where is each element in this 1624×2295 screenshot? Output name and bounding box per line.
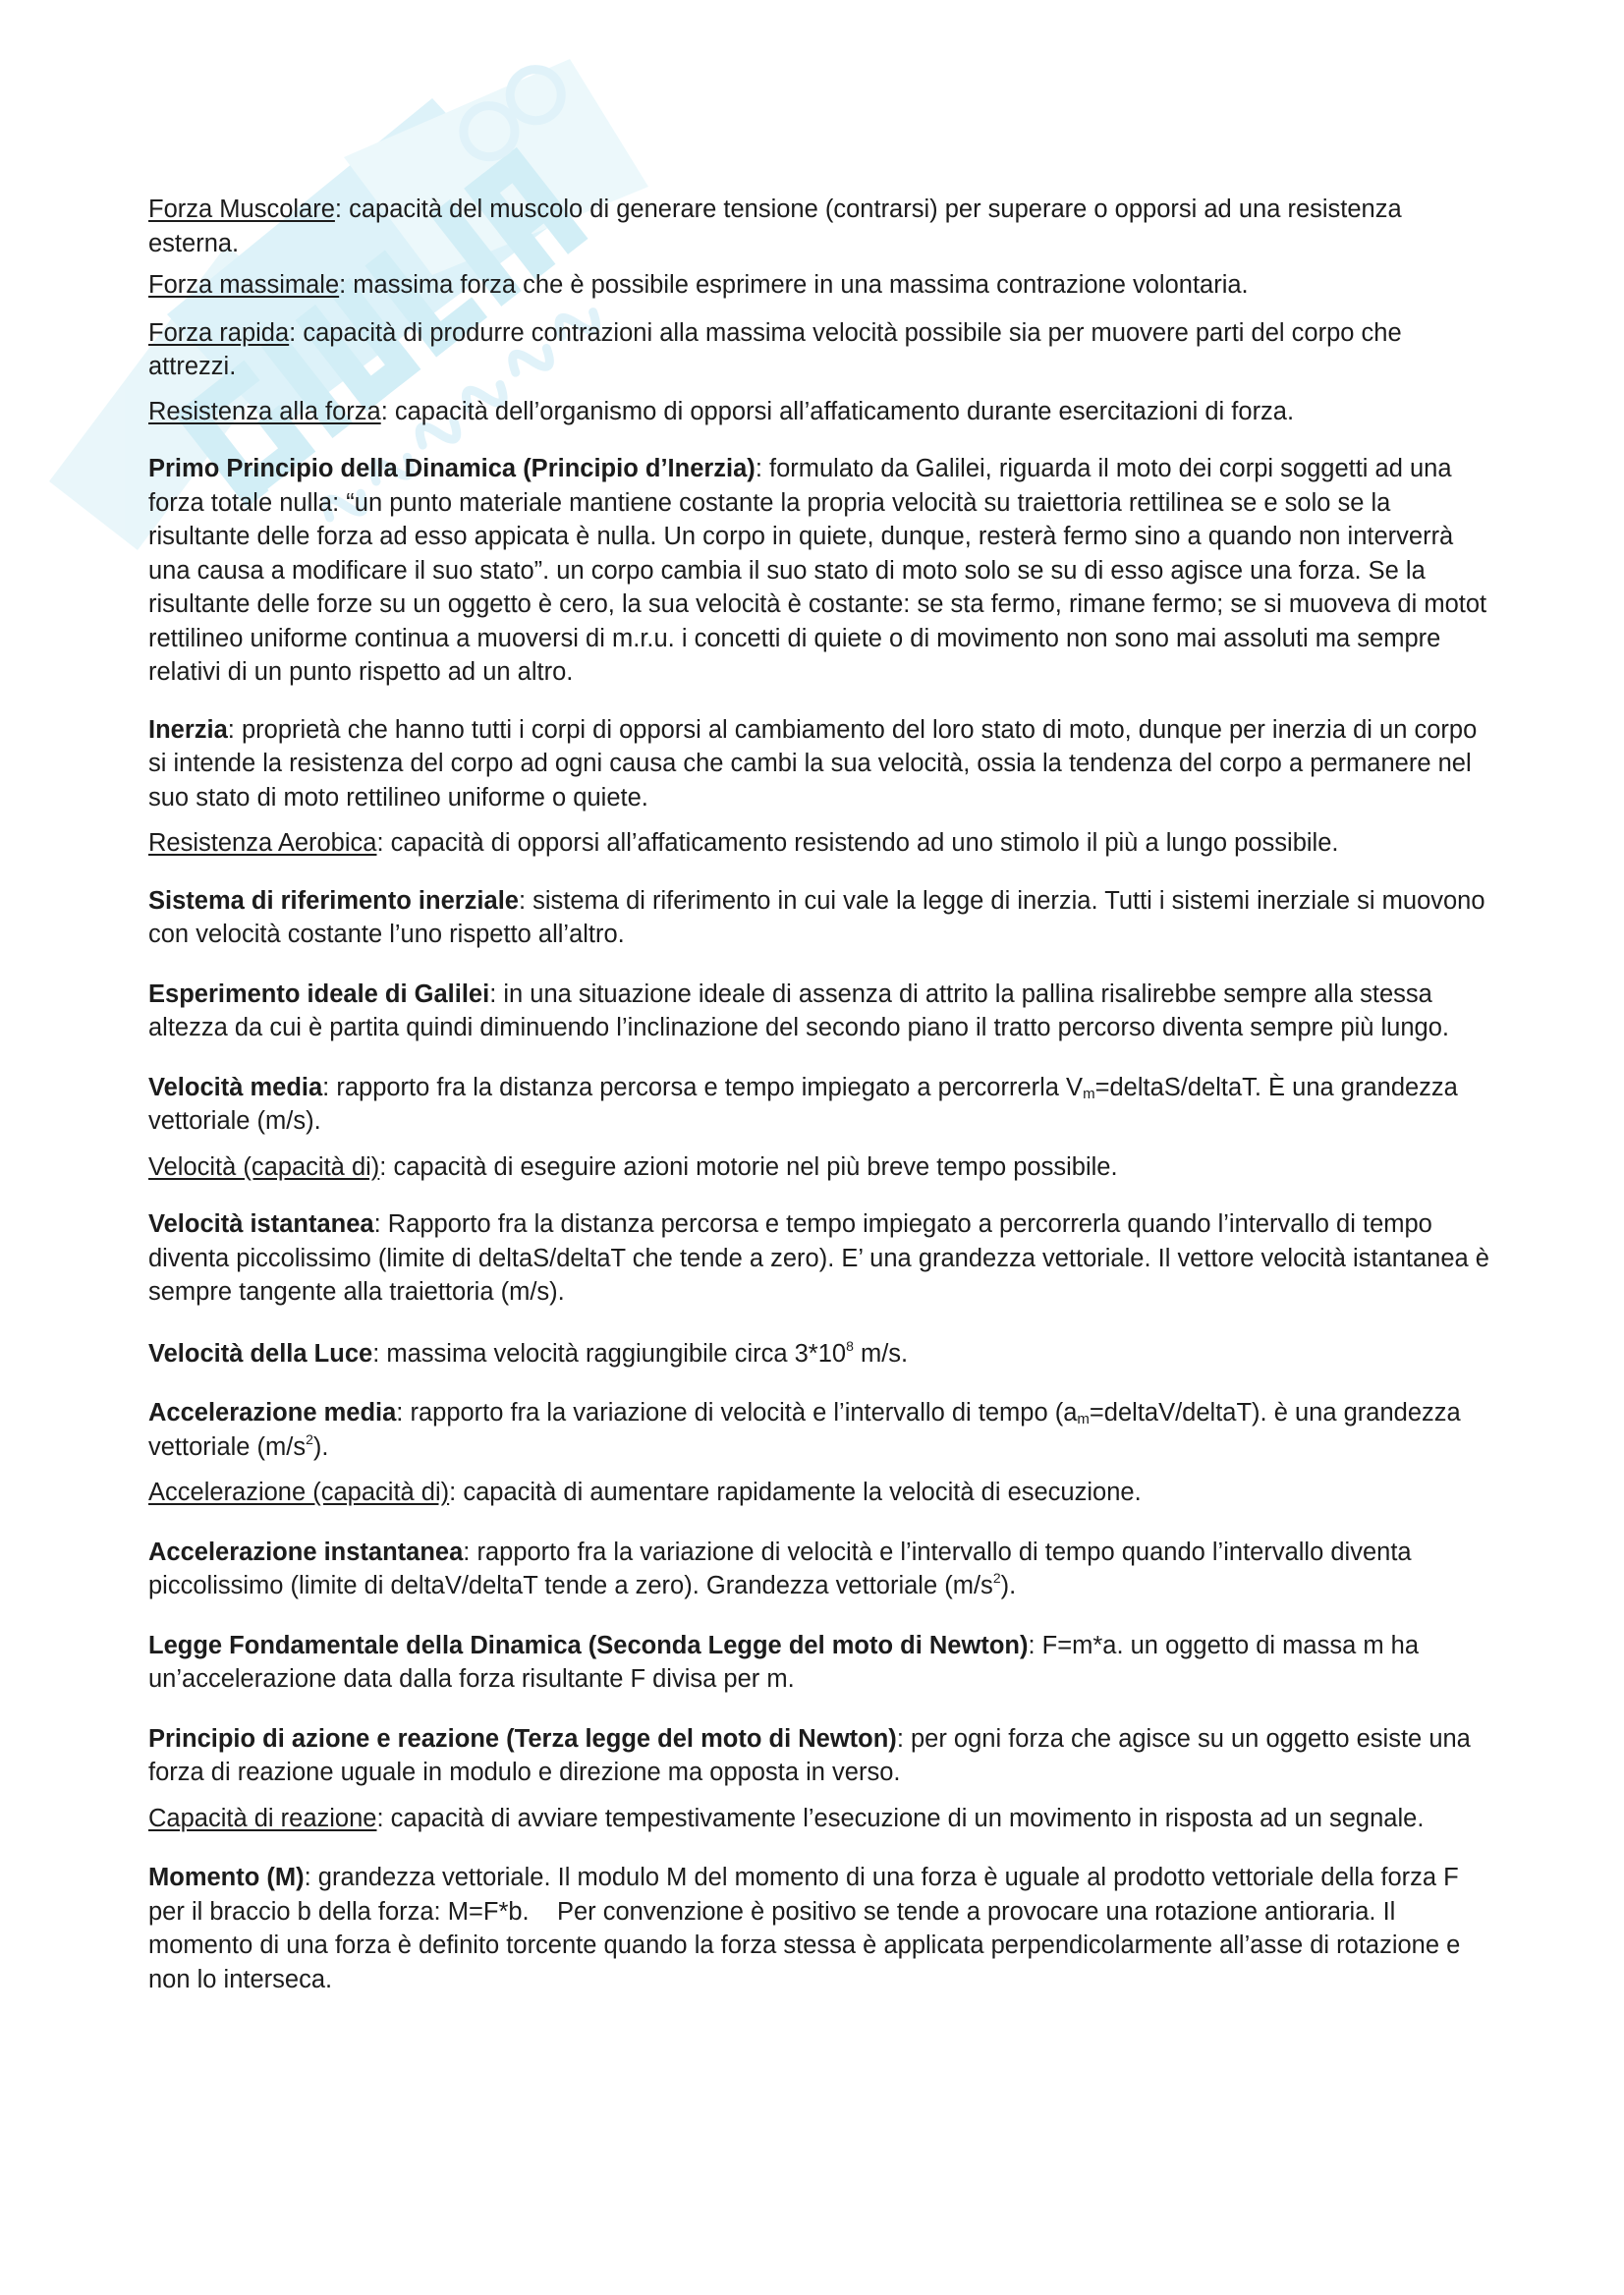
entry-text: : capacità di eseguire azioni motorie nel più breve tempo possibile. <box>379 1152 1118 1181</box>
entry-velocita-luce <box>148 1337 1494 1371</box>
entry-text: : capacità di aumentare rapidamente la velocità di esecuzione. <box>449 1479 1142 1506</box>
entry-text: : capacità di avviare tempestivamente l’esecuzione di un movimento in risposta ad un segnale. <box>376 1804 1425 1832</box>
entry-term: Primo Principio della Dinamica (Principio d’Inerzia) <box>148 455 756 482</box>
entry-text: : grandezza vettoriale. Il modulo M del momento di una forza è uguale al prodotto vettoriale della forza F per il braccio b della forza: M=F*b. Per convenzione è positivo se tende a provocare una rotazione antioraria. Il momento di una forza è definito torcente quando la forza stessa è applicata perpendicolarmente all’asse di rotazione e non lo interseca. <box>148 1864 1468 1993</box>
entry-capacita-reazione <box>148 1802 1494 1836</box>
entry-velocita-istantanea <box>148 1207 1494 1310</box>
entry-text: : capacità del muscolo di generare tensione (contrarsi) per superare o opporsi ad una resistenza esterna. <box>148 196 1402 257</box>
entry-text: : massima velocità raggiungibile circa 3*10 <box>372 1339 847 1368</box>
entry-term: Momento (M) <box>148 1864 305 1891</box>
entry-text: : formulato da Galilei, riguarda il moto dei corpi soggetti ad una forza totale nulla: “un punto materiale mantiene costante la propria velocità su traiettoria rettilinea se e solo se la risultante delle forza ad esso appicata è nulla. Un corpo in quiete, dunque, resterà fermo sino a quando non interverrà una causa a modificare il suo stato”. un corpo cambia il suo stato di moto solo se su di esso agisce una forza. Se la risultante delle forze su un oggetto è cero, la sua velocità è costante: se sta fermo, rimane fermo; se si muoveva di motot rettilineo uniforme continua a muoversi di m.r.u. i concetti di quiete o di movimento non sono mai assoluti ma sempre relativi di un punto rispetto ad un altro. <box>148 455 1487 686</box>
entry-text: ). <box>312 1432 329 1461</box>
subscript: m <box>1083 1085 1095 1102</box>
entry-accelerazione-istantanea <box>148 1536 1494 1603</box>
entry-term: Accelerazione media <box>148 1399 397 1427</box>
entry-term: Forza rapida <box>148 318 290 347</box>
entry-term: Forza Muscolare <box>148 196 335 223</box>
entry-term: Capacità di reazione <box>148 1804 377 1832</box>
entry-term: Principio di azione e reazione (Terza legge del moto di Newton) <box>148 1724 897 1753</box>
entry-term: Inerzia <box>148 715 228 744</box>
entry-text: : capacità di opporsi all’affaticamento resistendo ad uno stimolo il più a lungo possibile. <box>376 829 1339 857</box>
entry-term: Esperimento ideale di Galilei <box>148 980 490 1008</box>
entry-text: =deltaV/deltaT). è una grandezza vettoriale (m/s <box>148 1399 1461 1461</box>
entry-text: : capacità di produrre contrazioni alla massima velocità possibile sia per muovere parti del corpo che attrezzi. <box>148 318 1402 380</box>
entry-inerzia <box>148 713 1494 815</box>
entry-accelerazione-capacita <box>148 1476 1494 1510</box>
entry-text: : rapporto fra la variazione di velocità e l’intervallo di tempo (a <box>396 1399 1078 1427</box>
entry-forza-muscolare <box>148 193 1494 260</box>
entry-term: Accelerazione instantanea <box>148 1538 464 1566</box>
entry-momento <box>148 1861 1494 1996</box>
entry-text: =deltaS/deltaT. È una grandezza vettoriale (m/s). <box>148 1073 1458 1135</box>
entry-text: : proprietà che hanno tutti i corpi di opporsi al cambiamento del loro stato di moto, dunque per inerzia di un corpo si intende la resistenza del corpo ad ogni causa che cambi la sua velocità, ossia la tendenza del corpo a permanere nel suo stato di moto rettilineo uniforme o quiete. <box>148 715 1478 812</box>
entry-terza-legge <box>148 1722 1494 1790</box>
superscript: 2 <box>306 1430 313 1447</box>
entry-text: : rapporto fra la distanza percorsa e tempo impiegato a percorrerla V <box>322 1073 1084 1101</box>
entry-term: Velocità (capacità di) <box>148 1152 380 1181</box>
entry-primo-principio <box>148 452 1494 690</box>
entry-term: Velocità istantanea <box>148 1210 374 1238</box>
entry-term: Forza massimale <box>148 271 340 299</box>
entry-resistenza-alla-forza <box>148 395 1494 429</box>
superscript: 2 <box>992 1570 1001 1586</box>
entry-text: : rapporto fra la variazione di velocità e l’intervallo di tempo quando l’intervallo diventa piccolissimo (limite di deltaV/deltaT tende a zero). Grandezza vettoriale (m/s <box>148 1538 1412 1599</box>
entry-text: : sistema di riferimento in cui vale la legge di inerzia. Tutti i sistemi inerziale si muovono con velocità costante l’uno rispetto all’altro. <box>148 886 1485 948</box>
entry-resistenza-aerobica <box>148 826 1494 861</box>
document-body <box>148 193 1494 1996</box>
entry-text: ). <box>1000 1572 1017 1599</box>
entry-text: m/s. <box>853 1339 909 1368</box>
entry-term: Legge Fondamentale della Dinamica (Seconda Legge del moto di Newton) <box>148 1631 1029 1659</box>
entry-sistema-inerziale <box>148 884 1494 952</box>
entry-term: Velocità della Luce <box>148 1339 373 1368</box>
entry-text: : F=m*a. un oggetto di massa m ha un’accelerazione data dalla forza risultante F divisa per m. <box>148 1631 1420 1693</box>
entry-esperimento-galilei <box>148 978 1494 1045</box>
superscript: 8 <box>846 1337 854 1354</box>
entry-forza-massimale <box>148 268 1494 303</box>
entry-text: : massima forza che è possibile esprimere in una massima contrazione volontaria. <box>339 271 1249 299</box>
entry-text: : Rapporto fra la distanza percorsa e tempo impiegato a percorrerla quando l’intervallo di tempo diventa piccolissimo (limite di deltaS/deltaT che tende a zero). E’ una grandezza vettoriale. Il vettore velocità istantanea è sempre tangente alla traiettoria (m/s). <box>148 1210 1489 1306</box>
entry-seconda-legge <box>148 1629 1494 1697</box>
entry-text: : capacità dell’organismo di opporsi all’affaticamento durante esercitazioni di forza. <box>380 397 1295 425</box>
entry-term: Velocità media <box>148 1073 323 1101</box>
entry-term: Accelerazione (capacità di) <box>148 1479 450 1506</box>
entry-accelerazione-media <box>148 1396 1494 1464</box>
entry-velocita-media <box>148 1071 1494 1139</box>
entry-term: Resistenza alla forza <box>148 397 381 425</box>
entry-term: Sistema di riferimento inerziale <box>148 886 519 915</box>
entry-text: : in una situazione ideale di assenza di attrito la pallina risalirebbe sempre alla stessa altezza da cui è partita quindi diminuendo l’inclinazione del secondo piano il tratto percorso diventa sempre più lungo. <box>148 980 1449 1041</box>
subscript: m <box>1077 1411 1090 1427</box>
entry-forza-rapida <box>148 316 1494 384</box>
entry-text: : per ogni forza che agisce su un oggetto esiste una forza di reazione uguale in modulo e direzione ma opposta in verso. <box>148 1724 1471 1786</box>
entry-term: Resistenza Aerobica <box>148 829 377 857</box>
entry-velocita-capacita <box>148 1150 1494 1185</box>
